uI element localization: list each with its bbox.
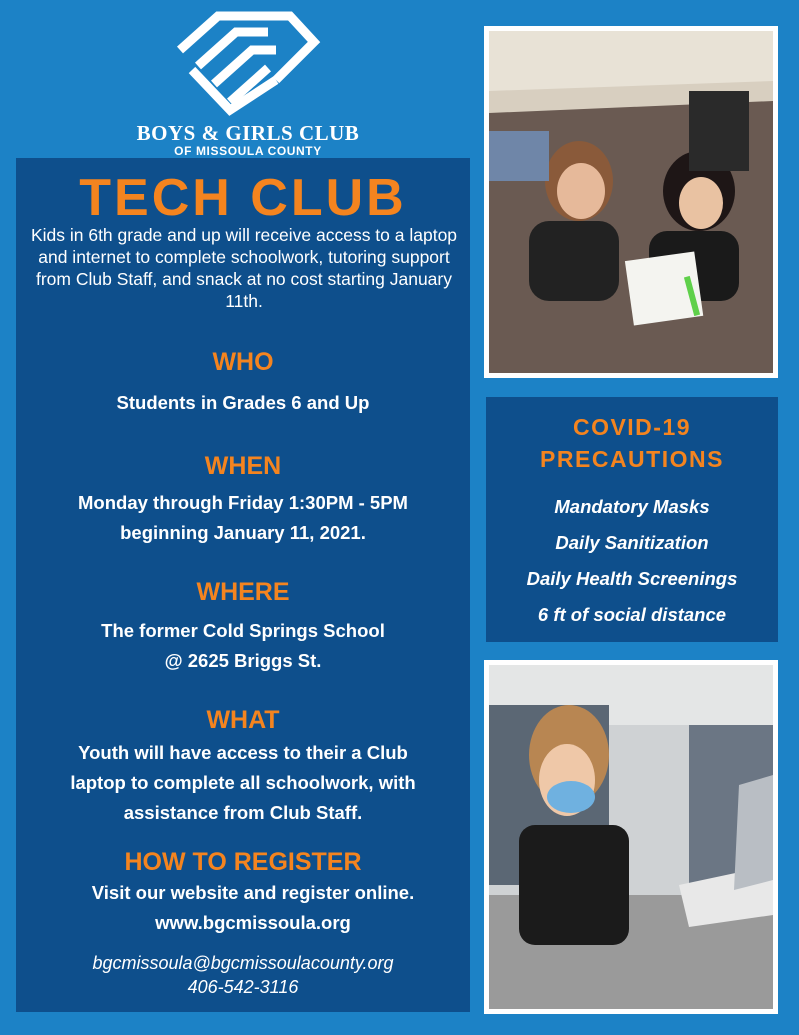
register-heading: HOW TO REGISTER — [124, 848, 362, 876]
what-heading: WHAT — [206, 706, 280, 734]
covid-precautions-panel — [486, 397, 778, 642]
who-heading: WHO — [212, 348, 274, 376]
when-text — [26, 488, 460, 548]
contact-info — [16, 951, 470, 999]
covid-title-line: PRECAUTIONS — [540, 446, 724, 472]
organization-subname: OF MISSOULA COUNTY — [174, 144, 322, 158]
who-line: Students in Grades 6 and Up — [116, 392, 370, 413]
organization-name: BOYS & GIRLS CLUB — [136, 121, 360, 145]
when-line: beginning January 11, 2021. — [120, 522, 366, 543]
where-text — [26, 616, 460, 676]
register-line: Visit our website and register online. — [91, 882, 415, 903]
photo-student-laptop — [484, 660, 778, 1014]
where-line: The former Cold Springs School — [101, 620, 385, 641]
clasped-hands-logo-icon — [172, 8, 322, 118]
flyer-title: TECH CLUB — [79, 169, 407, 227]
covid-item: 6 ft of social distance — [537, 604, 727, 625]
covid-item: Mandatory Masks — [554, 496, 710, 517]
who-text — [26, 388, 460, 418]
when-line: Monday through Friday 1:30PM - 5PM — [78, 492, 408, 513]
covid-list — [486, 489, 778, 633]
photo-students-on-floor — [484, 26, 778, 378]
covid-title — [486, 411, 778, 475]
register-text — [36, 878, 470, 938]
logo — [120, 8, 376, 158]
covid-title-line: COVID-19 — [572, 414, 692, 440]
where-line: @ 2625 Briggs St. — [164, 650, 322, 671]
what-line: laptop to complete all schoolwork, with — [70, 772, 416, 793]
covid-item: Daily Health Screenings — [526, 568, 738, 589]
covid-item: Daily Sanitization — [555, 532, 709, 553]
when-heading: WHEN — [204, 452, 282, 480]
main-info-panel — [16, 158, 470, 1012]
intro-text: Kids in 6th grade and up will receive access to a laptop and internet to complete schoolwork, tutoring support from Club Staff, and snack at no cost starting January 11th. — [30, 225, 458, 311]
student-laptop-image — [489, 665, 773, 1009]
contact-phone: 406-542-3116 — [187, 977, 299, 997]
students-floor-image — [489, 31, 773, 373]
what-text — [26, 738, 460, 828]
contact-email[interactable]: bgcmissoula@bgcmissoulacounty.org — [92, 953, 394, 973]
what-line: Youth will have access to their a Club — [78, 742, 408, 763]
website-link[interactable]: www.bgcmissoula.org — [155, 912, 351, 933]
what-line: assistance from Club Staff. — [123, 802, 363, 823]
where-heading: WHERE — [196, 578, 290, 606]
